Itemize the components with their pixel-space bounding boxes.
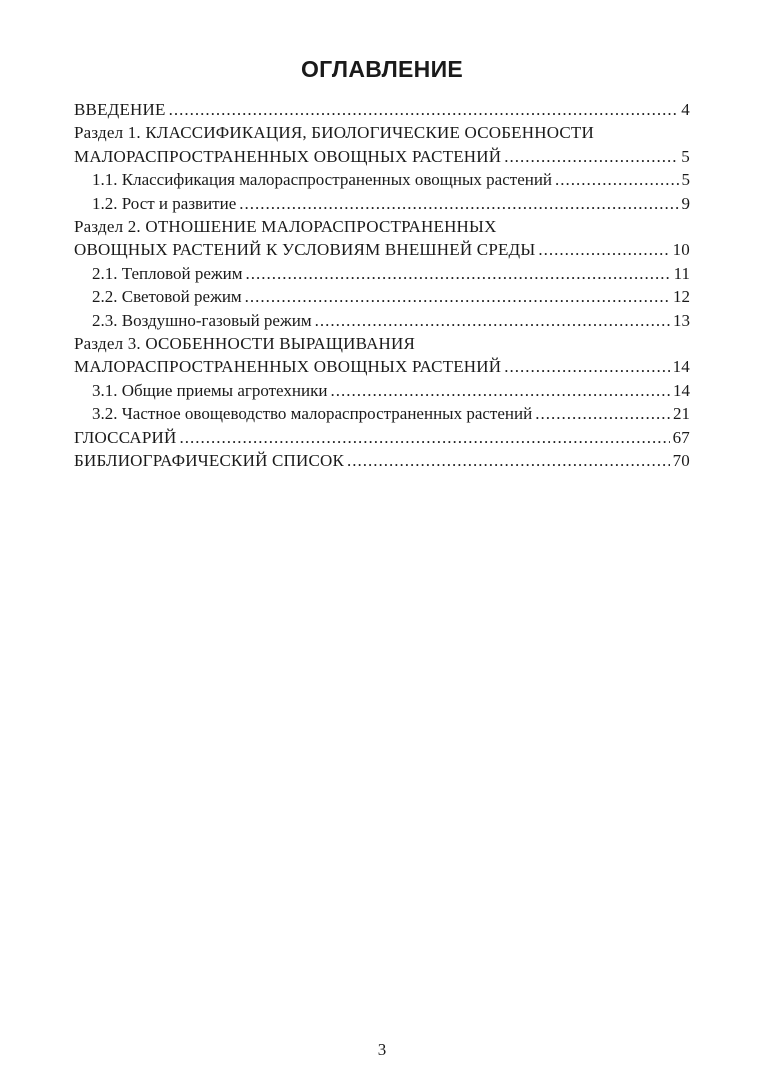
- dot-leader: [239, 192, 678, 215]
- toc-entry-2-2[interactable]: [74, 285, 690, 308]
- toc-entry-page: 12: [673, 287, 690, 307]
- toc-entry-label: 2.3. Воздушно-газовый режим: [92, 310, 312, 330]
- toc-entry-label: МАЛОРАСПРОСТРАНЕННЫХ ОВОЩНЫХ РАСТЕНИЙ: [74, 146, 502, 166]
- toc-entry-label: ВВЕДЕНИЕ: [74, 100, 166, 119]
- page-title: ОГЛАВЛЕНИЕ: [300, 56, 464, 82]
- dot-leader: [245, 285, 670, 308]
- toc-entry-label: 3.2. Частное овощеводство малораспространенных растений: [92, 404, 533, 424]
- toc-entry-3-1[interactable]: [74, 379, 690, 402]
- toc-entry-page: 9: [681, 193, 690, 213]
- toc-entry-page: 10: [672, 240, 690, 260]
- dot-leader: [538, 238, 669, 261]
- table-of-contents: [74, 98, 690, 473]
- toc-entry-label: БИБЛИОГРАФИЧЕСКИЙ СПИСОК: [74, 451, 345, 471]
- toc-section-1-heading[interactable]: Раздел 1. КЛАССИФИКАЦИЯ, БИОЛОГИЧЕСКИЕ ОСОБЕННОСТИ: [74, 123, 594, 143]
- toc-entry-3-2[interactable]: [74, 402, 690, 425]
- toc-section-3-heading[interactable]: Раздел 3. ОСОБЕННОСТИ ВЫРАЩИВАНИЯ: [74, 334, 416, 354]
- dot-leader: [179, 426, 669, 449]
- toc-entry-glossary[interactable]: [74, 426, 690, 449]
- dot-leader: [555, 168, 678, 191]
- dot-leader: [535, 402, 670, 425]
- toc-entry-label: 2.2. Световой режим: [92, 287, 242, 307]
- toc-entry-label: ОВОЩНЫХ РАСТЕНИЙ К УСЛОВИЯМ ВНЕШНЕЙ СРЕДЫ: [74, 240, 536, 260]
- toc-entry-2-1[interactable]: [74, 262, 690, 285]
- dot-leader: [246, 262, 671, 285]
- toc-entry-page: 5: [681, 170, 690, 190]
- toc-entry-2-3[interactable]: [74, 309, 690, 332]
- toc-entry-label: 2.1. Тепловой режим: [92, 263, 243, 283]
- toc-section-2[interactable]: [74, 238, 690, 261]
- toc-entry-label: 3.1. Общие приемы агротехники: [92, 380, 328, 400]
- toc-entry-page: 4: [681, 100, 690, 119]
- toc-entry-1-1[interactable]: [74, 168, 690, 191]
- toc-section-2-heading[interactable]: Раздел 2. ОТНОШЕНИЕ МАЛОРАСПРОСТРАНЕННЫХ: [74, 217, 497, 237]
- dot-leader: [315, 309, 670, 332]
- toc-entry-bibliography[interactable]: [74, 449, 690, 472]
- toc-entry-page: 14: [672, 357, 690, 377]
- toc-entry-page: 21: [673, 404, 690, 424]
- dot-leader: [347, 449, 670, 472]
- toc-entry-label: МАЛОРАСПРОСТРАНЕННЫХ ОВОЩНЫХ РАСТЕНИЙ: [74, 357, 502, 377]
- toc-entry-label: 1.2. Рост и развитие: [92, 193, 237, 213]
- toc-section-3[interactable]: [74, 355, 690, 378]
- page-number: 3: [377, 1040, 387, 1059]
- toc-entry-intro[interactable]: [74, 98, 690, 121]
- toc-entry-page: 13: [673, 310, 690, 330]
- toc-entry-1-2[interactable]: [74, 192, 690, 215]
- toc-entry-page: 5: [681, 146, 690, 166]
- toc-entry-page: 67: [672, 427, 690, 447]
- toc-entry-page: 14: [673, 380, 690, 400]
- dot-leader: [504, 145, 678, 168]
- dot-leader: [169, 98, 679, 121]
- dot-leader: [330, 379, 670, 402]
- toc-entry-page: 70: [672, 451, 690, 471]
- toc-entry-page: 11: [673, 263, 690, 283]
- toc-entry-label: ГЛОССАРИЙ: [74, 427, 177, 447]
- toc-section-1[interactable]: [74, 145, 690, 168]
- toc-entry-label: 1.1. Классификация малораспространенных овощных растений: [92, 170, 553, 190]
- dot-leader: [504, 355, 669, 378]
